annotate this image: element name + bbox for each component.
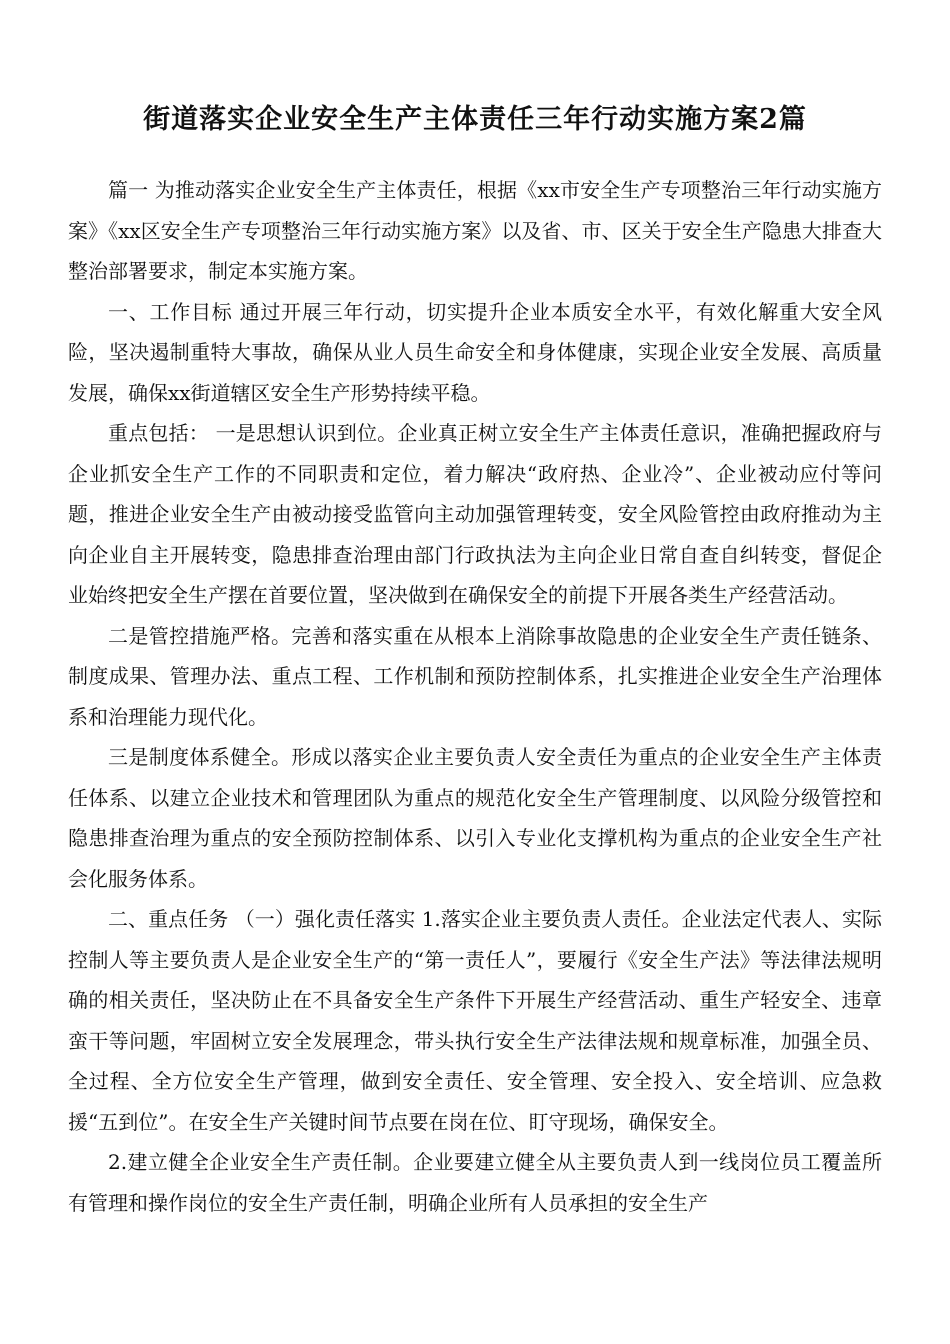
paragraph-responsibility-system: 2.建立健全企业安全生产责任制。企业要建立健全从主要负责人到一线岗位员工覆盖所有管理和操作岗位的安全生产责任制，明确企业所有人员承担的安全生产 — [68, 1150, 882, 1215]
paragraph-system: 三是制度体系健全。形成以落实企业主要负责人安全责任为重点的企业安全生产主体责任体系、以建立企业技术和管理团队为重点的规范化安全生产管理制度、以风险分级管控和隐患排查治理为重点的安全预防控制体系、以引入专业化支撑机构为重点的企业安全生产社会化服务体系。 — [68, 745, 882, 891]
paragraph-control-measures: 二是管控措施严格。完善和落实重在从根本上消除事故隐患的企业安全生产责任链条、制度成果、管理办法、重点工程、工作机制和预防控制体系，扎实推进企业安全生产治理体系和治理能力现代化。 — [68, 623, 882, 729]
document-title: 街道落实企业安全生产主体责任三年行动实施方案2篇 — [143, 104, 807, 135]
paragraph-work-goal: 一、工作目标 通过开展三年行动，切实提升企业本质安全水平，有效化解重大安全风险，坚决遏制重特大事故，确保从业人员生命安全和身体健康，实现企业安全发展、高质量发展，确保xx街道辖区安全生产形势持续平稳。 — [68, 299, 882, 405]
document-page — [68, 0, 882, 1344]
document-body — [68, 170, 882, 1223]
paragraph-intro: 篇一 为推动落实企业安全生产主体责任，根据《xx市安全生产专项整治三年行动实施方案》《xx区安全生产专项整治三年行动实施方案》以及省、市、区关于安全生产隐患大排查大整治部署要求，制定本实施方案。 — [68, 178, 882, 283]
paragraph-key-points: 重点包括： 一是思想认识到位。企业真正树立安全生产主体责任意识，准确把握政府与企业抓安全生产工作的不同职责和定位，着力解决“政府热、企业冷”、企业被动应付等问题，推进企业安全生产由被动接受监管向主动加强管理转变，安全风险管控由政府推动为主向企业自主开展转变，隐患排查治理由部门行政执法为主向企业日常自查自纠转变，督促企业始终把安全生产摆在首要位置，坚决做到在确保安全的前提下开展各类生产经营活动。 — [68, 421, 882, 607]
paragraph-key-tasks: 二、重点任务 （一）强化责任落实 1.落实企业主要负责人责任。企业法定代表人、实际控制人等主要负责人是企业安全生产的“第一责任人”，要履行《安全生产法》等法律法规明确的相关责任，坚决防止在不具备安全生产条件下开展生产经营活动、重生产轻安全、违章蛮干等问题，牢固树立安全发展理念，带头执行安全生产法律法规和规章标准，加强全员、全过程、全方位安全生产管理，做到安全责任、安全管理、安全投入、安全培训、应急救援“五到位”。在安全生产关键时间节点要在岗在位、盯守现场，确保安全。 — [68, 907, 882, 1134]
